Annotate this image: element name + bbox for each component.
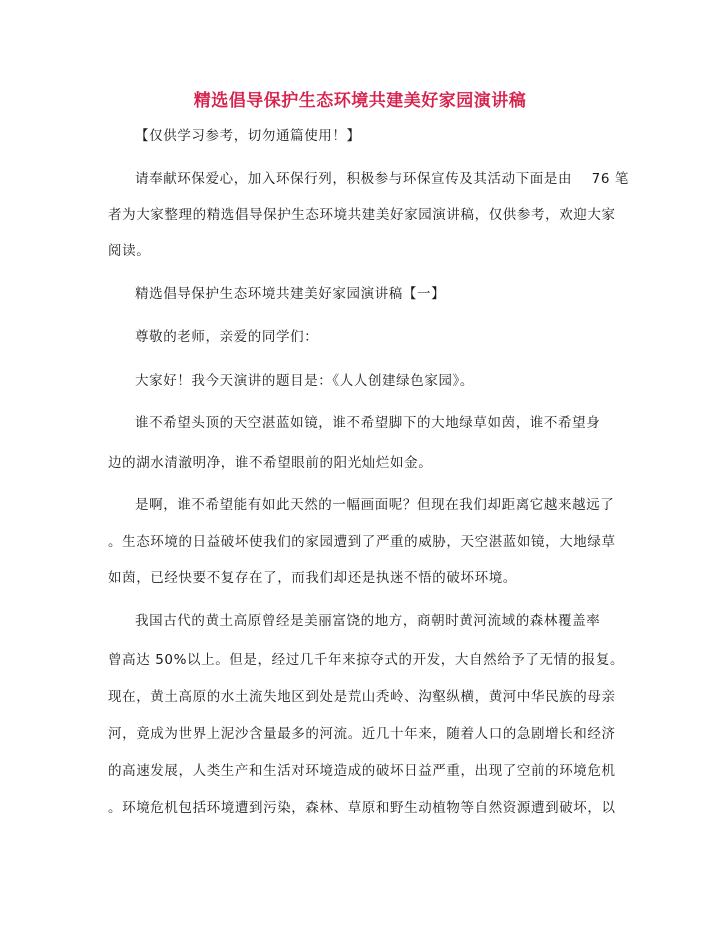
paragraph-line: 我国古代的黄土高原曾经是美丽富饶的地方，商朝时黄河流域的森林覆盖率 <box>135 613 601 629</box>
paragraph-line: 大家好！我今天演讲的题目是：《人人创建绿色家园》。 <box>135 373 474 389</box>
section-heading: 精选倡导保护生态环境共建美好家园演讲稿【一】 <box>135 286 446 302</box>
paragraph-line: 谁不希望头顶的天空湛蓝如镜，谁不希望脚下的大地绿草如茵，谁不希望身 <box>135 415 601 431</box>
paragraph-line: 请奉献环保爱心，加入环保行列，积极参与环保宣传及其活动下面是由 76 笔 <box>135 171 630 187</box>
paragraph-line: 尊敬的老师，亲爱的同学们： <box>135 329 319 345</box>
paragraph-line: 边的湖水清澈明净，谁不希望眼前的阳光灿烂如金。 <box>108 455 433 471</box>
paragraph-line: 如茵，已经快要不复存在了，而我们却还是执迷不悟的破坏环境。 <box>108 570 517 586</box>
paragraph-line: 的高速发展，人类生产和生活对环境造成的破坏日益严重，出现了空前的环境危机 <box>108 763 616 779</box>
paragraph-line: 河，竟成为世界上泥沙含量最多的河流。近几十年来，随着人口的急剧增长和经济 <box>108 726 616 742</box>
paragraph-line: 曾高达 50%以上。但是，经过几千年来掠夺式的开发，大自然给予了无情的报复。 <box>108 652 625 668</box>
notice-line: 【仅供学习参考，切勿通篇使用！】 <box>135 128 361 144</box>
paragraph-line: 阅读。 <box>108 243 151 259</box>
paragraph-line: 。环境危机包括环境遭到污染，森林、草原和野生动植物等自然资源遭到破坏，以 <box>108 800 616 816</box>
paragraph-line: 是啊，谁不希望能有如此天然的一幅画面呢？但现在我们却距离它越来越远了 <box>135 497 615 513</box>
document-title: 精选倡导保护生态环境共建美好家园演讲稿 <box>193 91 527 111</box>
paragraph-line: 。生态环境的日益破坏使我们的家园遭到了严重的威胁，天空湛蓝如镜，大地绿草 <box>108 534 616 550</box>
paragraph-line: 现在，黄土高原的水土流失地区到处是荒山秃岭、沟壑纵横，黄河中华民族的母亲 <box>108 689 616 705</box>
paragraph-line: 者为大家整理的精选倡导保护生态环境共建美好家园演讲稿，仅供参考，欢迎大家 <box>108 207 616 223</box>
